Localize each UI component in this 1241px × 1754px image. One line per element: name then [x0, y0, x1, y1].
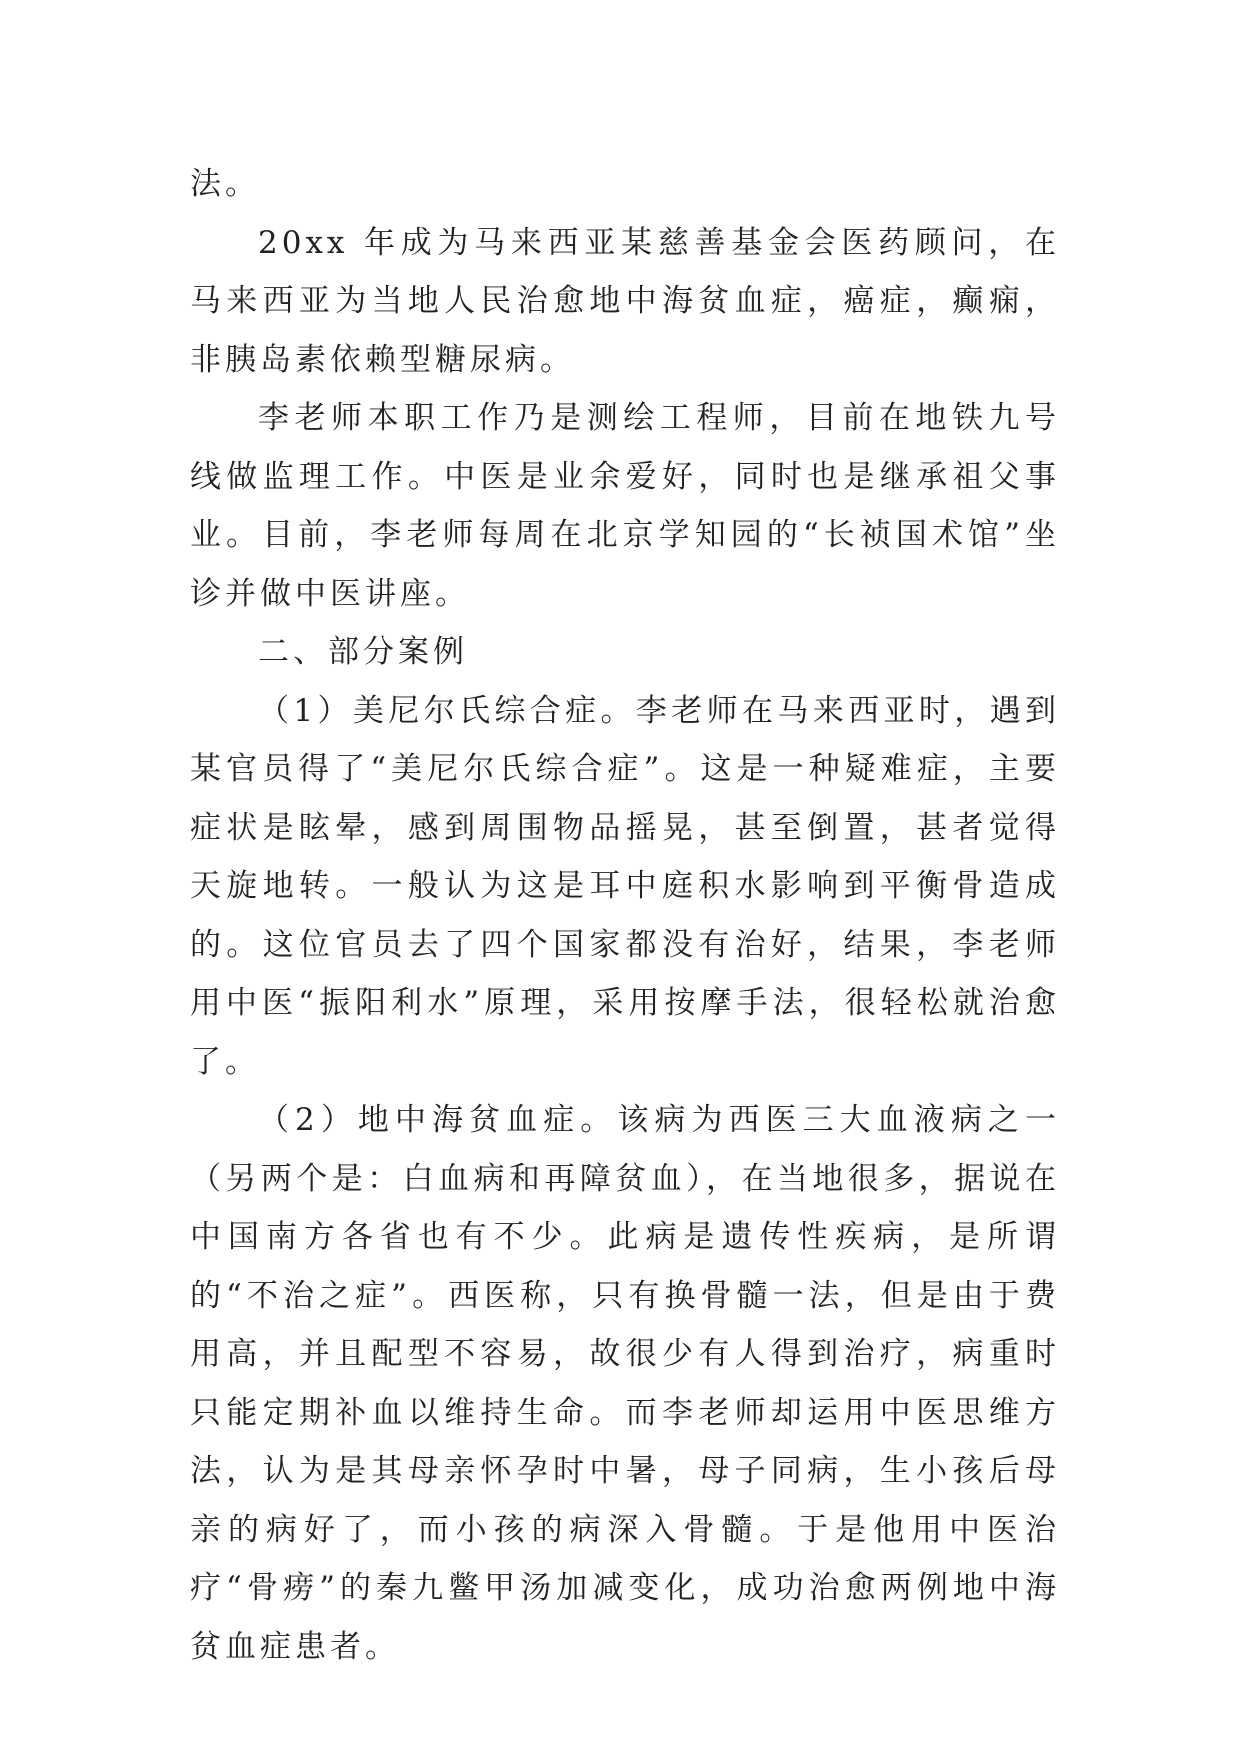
paragraph-case-2: （2）地中海贫血症。该病为西医三大血液病之一（另两个是：白血病和再障贫血），在当地很多，据说在中国南方各省也有不少。此病是遗传性疾病，是所谓的“不治之症”。西医称，只有换骨髓一法，但是由于费用高，并且配型不容易，故很少有人得到治疗，病重时只能定期补血以维持生命。而李老师却运用中医思维方法，认为是其母亲怀孕时中暑，母子同病，生小孩后母亲的病好了，而小孩的病深入骨髓。于是他用中医治疗“骨痨”的秦九鳖甲汤加减变化，成功治愈两例地中海贫血症患者。 — [190, 1102, 1060, 1665]
section-heading-cases: 二、部分案例 — [258, 634, 468, 670]
paragraph-consultant: 20xx 年成为马来西亚某慈善基金会医药顾问，在马来西亚为当地人民治愈地中海贫血症，癌症，癫痫，非胰岛素依赖型糖尿病。 — [190, 224, 1060, 378]
paragraph-profession: 李老师本职工作乃是测绘工程师，目前在地铁九号线做监理工作。中医是业余爱好，同时也是继承祖父事业。目前，李老师每周在北京学知园的“长祯国术馆”坐诊并做中医讲座。 — [190, 400, 1060, 612]
paragraph-continuation: 法。 — [190, 166, 260, 202]
document-body — [190, 155, 1060, 1676]
paragraph-case-1: （1）美尼尔氏综合症。李老师在马来西亚时，遇到某官员得了“美尼尔氏综合症”。这是一种疑难症，主要症状是眩晕，感到周围物品摇晃，甚至倒置，甚者觉得天旋地转。一般认为这是耳中庭积水影响到平衡骨造成的。这位官员去了四个国家都没有治好，结果，李老师用中医“振阳利水”原理，采用按摩手法，很轻松就治愈了。 — [190, 692, 1060, 1080]
